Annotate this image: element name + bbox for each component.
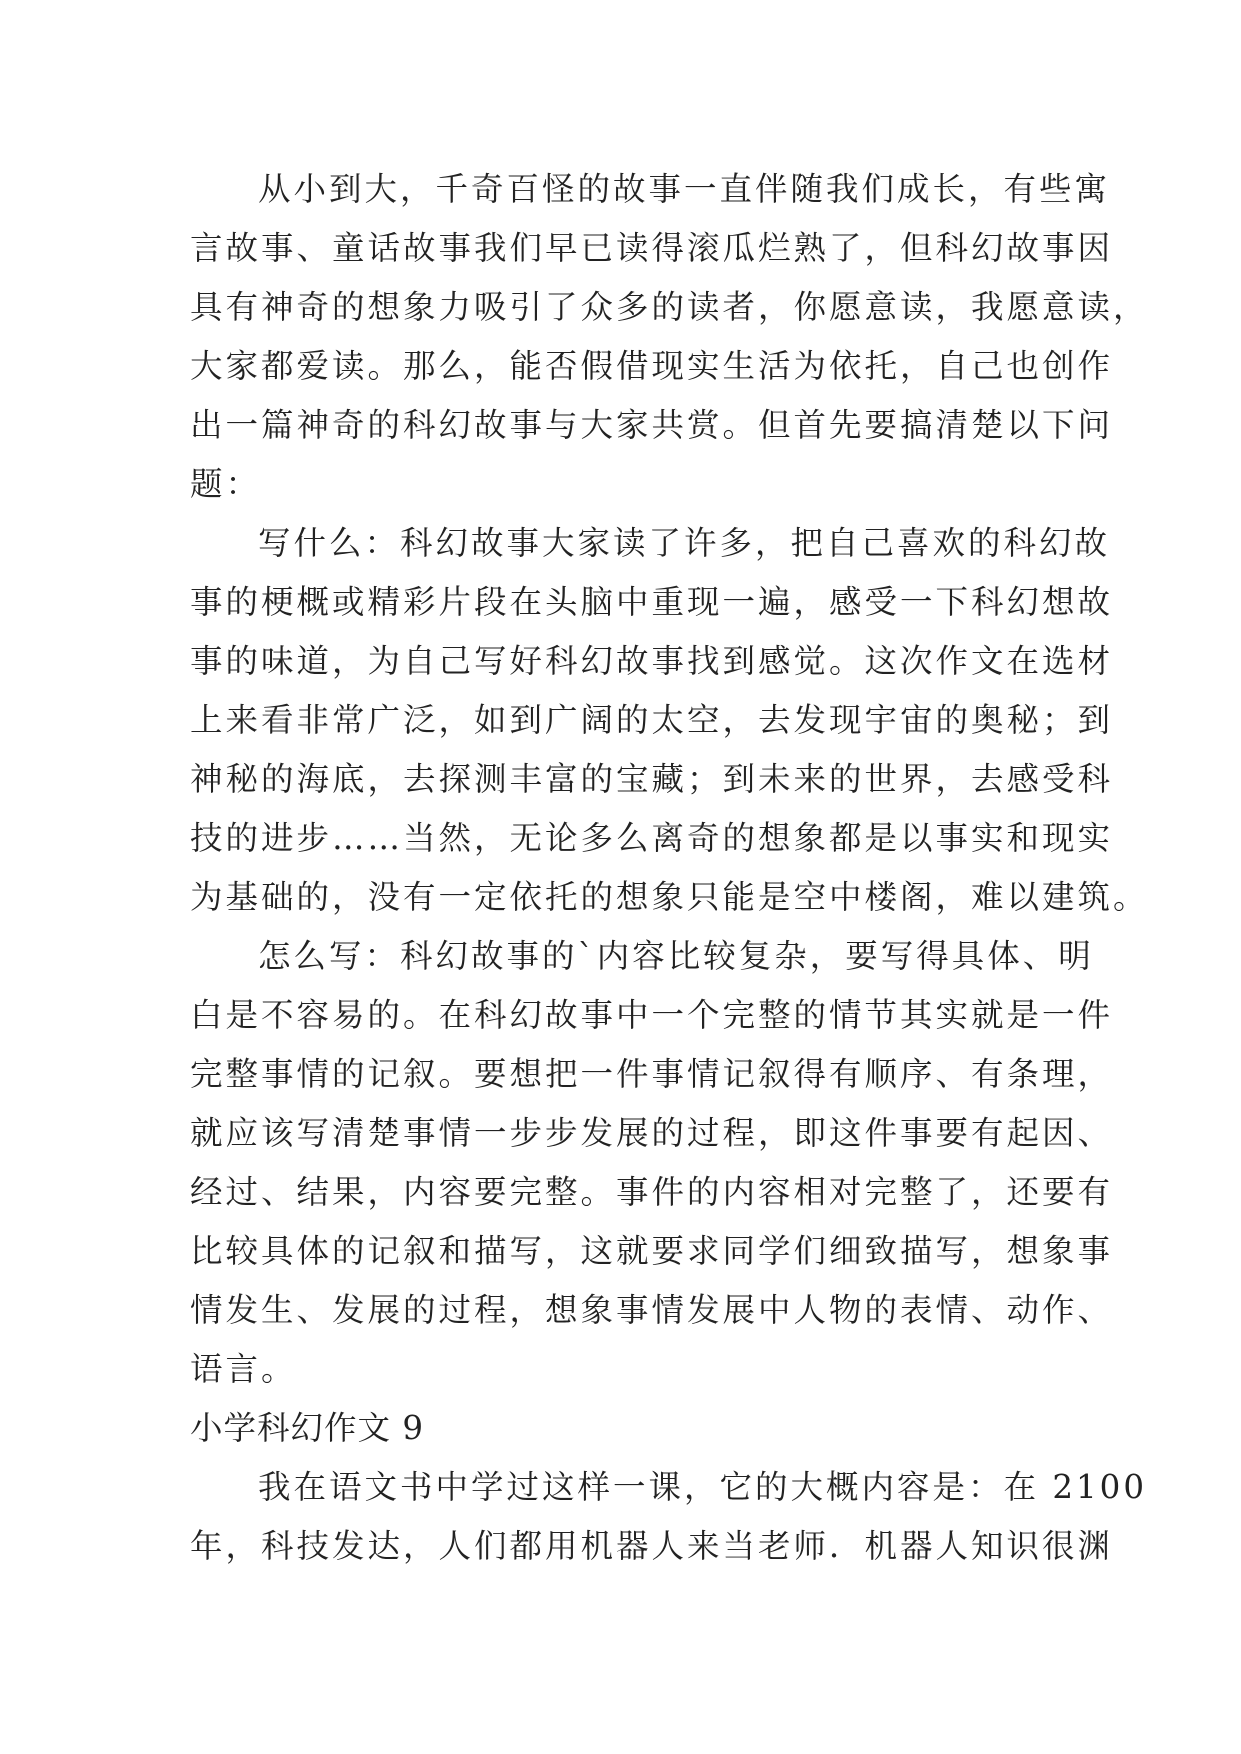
paragraph-line: 年，科技发达，人们都用机器人来当老师．机器人知识很渊: [190, 1527, 1114, 1565]
paragraph-line: 出一篇神奇的科幻故事与大家共赏。但首先要搞清楚以下问: [190, 406, 1114, 444]
document-body: [190, 160, 1149, 1576]
paragraph-line: 比较具体的记叙和描写，这就要求同学们细致描写，想象事: [190, 1232, 1114, 1270]
paragraph-line: 白是不容易的。在科幻故事中一个完整的情节其实就是一件: [190, 996, 1114, 1034]
paragraph-line: 怎么写：科幻故事的`内容比较复杂，要写得具体、明: [258, 937, 1094, 975]
paragraph-line: 事的梗概或精彩片段在头脑中重现一遍，感受一下科幻想故: [190, 583, 1114, 621]
paragraph-line: 事的味道，为自己写好科幻故事找到感觉。这次作文在选材: [190, 642, 1114, 680]
paragraph-line: 经过、结果，内容要完整。事件的内容相对完整了，还要有: [190, 1173, 1114, 1211]
paragraph-line: 就应该写清楚事情一步步发展的过程，即这件事要有起因、: [190, 1114, 1114, 1152]
paragraph-line: 上来看非常广泛，如到广阔的太空，去发现宇宙的奥秘；到: [190, 701, 1114, 739]
paragraph-line: 语言。: [190, 1350, 297, 1388]
paragraph-line: 我在语文书中学过这样一课，它的大概内容是：在 2100: [258, 1468, 1148, 1506]
paragraph-line: 从小到大，千奇百怪的故事一直伴随我们成长，有些寓: [258, 170, 1111, 208]
paragraph-line: 具有神奇的想象力吸引了众多的读者，你愿意读，我愿意读，: [190, 288, 1149, 326]
paragraph-line: 完整事情的记叙。要想把一件事情记叙得有顺序、有条理，: [190, 1055, 1114, 1093]
section-heading: 小学科幻作文 9: [190, 1409, 425, 1447]
paragraph-line: 题：: [190, 465, 262, 503]
paragraph-line: 技的进步……当然，无论多么离奇的想象都是以事实和现实: [190, 819, 1114, 857]
paragraph-line: 大家都爱读。那么，能否假借现实生活为依托，自己也创作: [190, 347, 1114, 385]
paragraph-line: 神秘的海底，去探测丰富的宝藏；到未来的世界，去感受科: [190, 760, 1114, 798]
paragraph-line: 写什么：科幻故事大家读了许多，把自己喜欢的科幻故: [258, 524, 1111, 562]
paragraph-line: 为基础的，没有一定依托的想象只能是空中楼阁，难以建筑。: [190, 878, 1149, 916]
paragraph-line: 言故事、童话故事我们早已读得滚瓜烂熟了，但科幻故事因: [190, 229, 1114, 267]
paragraph-line: 情发生、发展的过程，想象事情发展中人物的表情、动作、: [190, 1291, 1114, 1329]
